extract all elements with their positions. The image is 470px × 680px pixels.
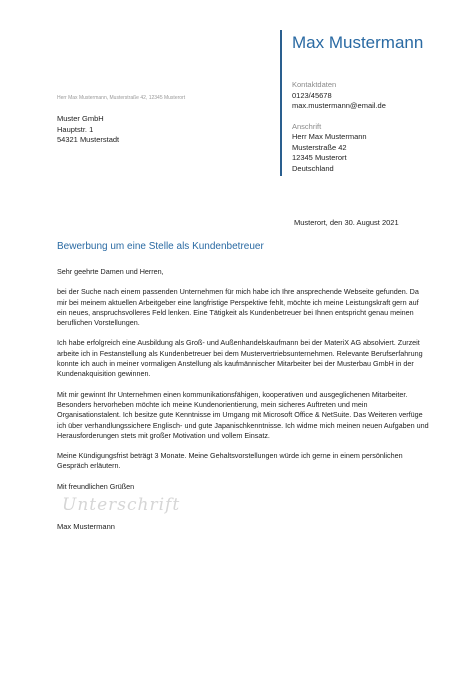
address-line: Herr Max Mustermann [292, 132, 367, 141]
address-line: Deutschland [292, 163, 334, 173]
closing: Mit freundlichen Grüßen [57, 481, 135, 491]
recipient-line: Muster GmbH [57, 114, 104, 123]
recipient-line: Hauptstr. 1 [57, 124, 94, 134]
sender-return-line: Herr Max Mustermann, Musterstraße 42, 12345 Musterort [57, 95, 186, 101]
letter-body [57, 267, 430, 502]
recipient-line: 54321 Musterstadt [57, 135, 120, 144]
contact-label: Kontaktdaten [292, 80, 337, 89]
letter-date: Musterort, den 30. August 2021 [294, 218, 399, 227]
signer-name: Max Mustermann [57, 522, 115, 531]
body-paragraph: Ich habe erfolgreich eine Ausbildung als Groß- und Außenhandelskaufmann bei der MateriX AG absolviert. Zurzeit arbeite ich in Festanstellung als Kundenbetreuer bei dem Mustervertriebsunternehmen. Relevante Berufserfahrung konnte ich auch in meiner vormaligen Anstellung als kaufmännischer Mitarbeiter bei der Musterbau GmbH in der Kundenakquisition gewinnen. [57, 338, 423, 379]
signature: Unterschrift [62, 495, 181, 515]
email-address: max.mustermann@email.de [292, 101, 386, 110]
address-line: Musterstraße 42 [292, 142, 347, 152]
body-paragraph: bei der Suche nach einem passenden Unternehmen für mich habe ich Ihre ansprechende Webseite gefunden. Da mir bei meinem aktuellen Arbeitgeber eine langfristige Perspektive fehlt, möchte ich meine Leistungskraft gern auf ein neues, anspruchsvolleres Feld lenken. Eine Tätigkeit als Kundenbetreuer bei Ihnen entspricht genau meinen beruflichen Vorstellungen. [57, 287, 419, 328]
address-label: Anschrift [292, 121, 322, 131]
body-paragraph: Meine Kündigungsfrist beträgt 3 Monate. Meine Gehaltsvorstellungen würde ich gerne in einem persönlichen Gespräch erläutern. [57, 451, 403, 471]
address-line: 12345 Musterort [292, 153, 347, 162]
body-paragraph: Mit mir gewinnt Ihr Unternehmen einen kommunikationsfähigen, kooperativen und ausgeglichenen Mitarbeiter. Besonders hervorheben möchte ich meine Kundenorientierung, mein sicheres Auftreten und mein Organisationstalent. Ich besitze gute Kenntnisse im Umgang mit Microsoft Office & NetSuite. Das Weiteren verfüge ich über verhandlungssichere Englisch- und gute Japanischkenntnisse. Ich widme mich meinen neuen Aufgaben und Herausforderungen stets mit großer Motivation und vollem Einsatz. [57, 389, 429, 440]
recipient-address [57, 114, 119, 146]
header-divider [280, 30, 282, 176]
sender-name: Max Mustermann [292, 33, 424, 52]
contact-block [292, 80, 386, 174]
letter-subject: Bewerbung um eine Stelle als Kundenbetreuer [57, 241, 264, 252]
salutation: Sehr geehrte Damen und Herren, [57, 267, 164, 276]
phone-number: 0123/45678 [292, 90, 332, 100]
